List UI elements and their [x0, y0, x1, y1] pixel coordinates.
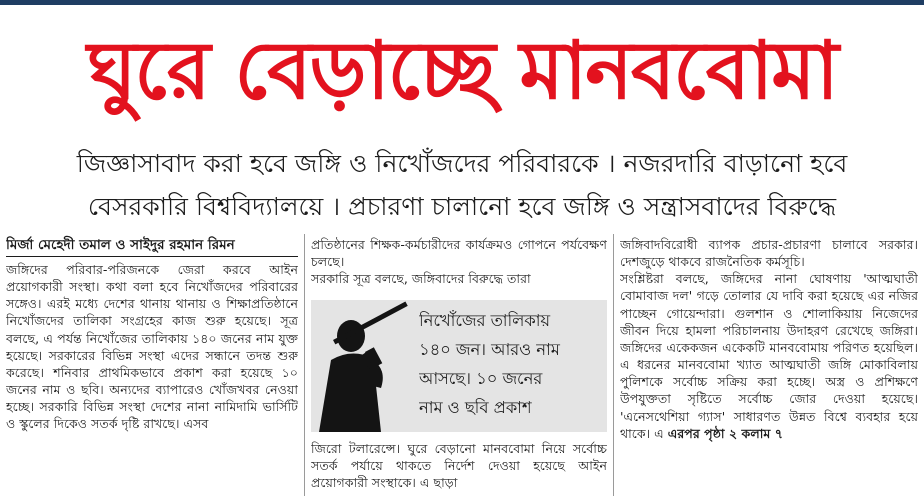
byline: মির্জা মেহেদী তমাল ও সাইদুর রহমান রিমন	[6, 234, 298, 257]
article-column-1	[6, 261, 298, 495]
armed-silhouette-icon	[311, 300, 421, 432]
paragraph	[620, 270, 918, 442]
top-rule	[0, 0, 924, 5]
paragraph: জিরো টলারেন্সে। ঘুরে বেড়ানো মানববোমা নিয়ে সর্বোচ্চ সতর্ক পর্যায়ে থাকতে নির্দেশ দেওয়া হয়েছে আইন প্রয়োগকারী সংস্থাকে। এ ছাড়া	[311, 441, 607, 491]
article-column-2-bottom	[311, 440, 607, 498]
article-column-2-top	[311, 236, 607, 296]
paragraph: জঙ্গিবাদবিরোধী ব্যাপক প্রচার-প্রচারণা চালাবে সরকার। দেশজুড়ে থাকবে রাজনৈতিক কর্মসূচি।	[620, 237, 918, 270]
caption-line: আসছে। ১০ জনের	[419, 369, 543, 388]
paragraph: জঙ্গিদের পরিবার-পরিজনকে জেরা করবে আইন প্রয়োগকারী সংস্থা। কথা বলা হবে নিখোঁজদের পরিবারের সঙ্গেও। এরই মধ্যে দেশের থানায় থানায় ও শিক্ষাপ্রতিষ্ঠানে নিখোঁজদের তালিকা সংগ্রহের কাজ শুরু হয়েছে। সূত্র বলছে, এ পর্যন্ত নিখোঁজের তালিকায় ১৪০ জনের নাম যুক্ত হয়েছে। সরকারের বিভিন্ন সংস্থা এদের সন্ধানে তদন্ত শুরু করেছে। শনিবার প্রাথমিকভাবে প্রকাশ করা হয়েছে ১০ জনের নাম ও ছবি। অন্যদের ব্যাপারেও খোঁজখবর নেওয়া হচ্ছে। সরকারি বিভিন্ন সংস্থা দেশের নানা নামিদামি ভার্সিটি ও স্কুলের দিকেও সতর্ক দৃষ্টি রাখছে। এসব	[6, 262, 298, 432]
column-divider	[304, 234, 305, 496]
caption-line: নিখোঁজের তালিকায়	[419, 311, 551, 330]
subhead-line-1: জিজ্ঞাসাবাদ করা হবে জঙ্গি ও নিখোঁজদের পরিবারকে । নজরদারি বাড়ানো হবে	[76, 149, 848, 178]
article-column-3	[620, 236, 918, 498]
subhead-line-2: বেসরকারি বিশ্ববিদ্যালয়ে । প্রচারণা চালানো হবে জঙ্গি ও সন্ত্রাসবাদের বিরুদ্ধে	[87, 192, 837, 221]
paragraph: সরকারি সূত্র বলছে, জঙ্গিবাদের বিরুদ্ধে তারা	[311, 271, 531, 287]
caption-line: নাম ও ছবি প্রকাশ	[419, 398, 532, 417]
paragraph: প্রতিষ্ঠানের শিক্ষক-কর্মচারীদের কার্যক্রমও গোপনে পর্যবেক্ষণ চলছে।	[311, 237, 607, 270]
photo-caption-box	[311, 300, 607, 432]
column-divider	[613, 234, 614, 496]
continued-on-link[interactable]: এরপর পৃষ্ঠা ২ কলাম ৭	[667, 425, 783, 441]
headline: ঘুরে বেড়াচ্ছে মানববোমা	[87, 24, 837, 117]
caption-line: ১৪০ জন। আরও নাম	[419, 340, 560, 359]
paragraph-text: সংশ্লিষ্টরা বলছে, জঙ্গিদের নানা ঘোষণায় 'আত্মঘাতী বোমাবাজ দল' গড়ে তোলার যে দাবি করা হয়েছে এর নজির পাচ্ছেন গোয়েন্দারা। গুলশান ও শোলাকিয়ায় নিজেদের জীবন দিয়ে হামলা পরিচালনায় উদাহরণ রেখেছে জঙ্গিরা। জঙ্গিদের একেকজন একেকটি মানববোমায় পরিণত হয়েছিল। এ ধরনের মানববোমা খ্যাত আত্মঘাতী জঙ্গি মোকাবিলায় পুলিশকে সর্বোচ্চ সক্রিয় করা হচ্ছে। অস্ত্র ও প্রশিক্ষণে উপযুক্ততা সৃষ্টিতে সর্বোচ্চ জোর দেওয়া হয়েছে। 'এনেসথেশিয়া গ্যাস' সাধারণত উন্নত বিশ্বে ব্যবহার হয়ে থাকে। এ	[620, 271, 918, 441]
photo-caption	[419, 306, 601, 422]
